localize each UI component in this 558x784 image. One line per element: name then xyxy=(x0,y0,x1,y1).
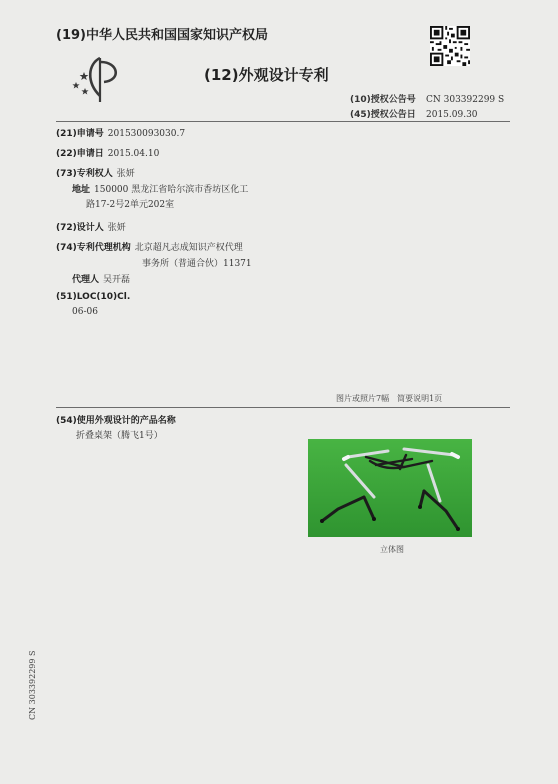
address-line-2: 路17-2号2单元202室 xyxy=(86,200,175,210)
agency-line-2: 事务所（普通合伙）11371 xyxy=(142,259,252,269)
grant-date-label: (45)授权公告日 xyxy=(350,110,416,120)
application-date-row xyxy=(56,146,159,159)
application-number-label: (21)申请号 xyxy=(56,129,104,139)
grant-date-row xyxy=(350,107,478,120)
application-number: 201530093030.7 xyxy=(107,129,186,139)
application-date: 2015.04.10 xyxy=(107,149,160,159)
grant-date: 2015.09.30 xyxy=(426,110,478,120)
loc-value: 06-06 xyxy=(72,307,98,317)
agency-line-1: 北京超凡志成知识产权代理 xyxy=(134,243,243,253)
pictures-count: 图片或照片7幅 xyxy=(336,394,390,403)
grant-number: CN 303392299 S xyxy=(426,95,505,105)
designer-label: (72)设计人 xyxy=(56,223,104,233)
pictures-note xyxy=(336,393,442,404)
document-type: (12)外观设计专利 xyxy=(204,66,329,84)
patentee-label: (73)专利权人 xyxy=(56,169,113,179)
description-pages: 简要说明1页 xyxy=(397,394,443,403)
designer-row xyxy=(56,220,126,233)
folding-table-frame-image xyxy=(308,439,472,537)
cnipa-logo-icon xyxy=(70,52,130,104)
qr-code-icon xyxy=(430,26,470,66)
application-date-label: (22)申请日 xyxy=(56,149,104,159)
product-photo xyxy=(308,439,472,537)
section-divider xyxy=(56,407,510,408)
address-line-1: 150000 黑龙江省哈尔滨市香坊区化工 xyxy=(94,185,249,195)
office-name: (19)中华人民共和国国家知识产权局 xyxy=(56,28,268,43)
loc-label: (51)LOC(10)Cl. xyxy=(56,292,131,302)
application-number-row xyxy=(56,126,185,139)
product-name-label: (54)使用外观设计的产品名称 xyxy=(56,416,176,426)
agent-row xyxy=(72,272,130,285)
side-document-id: CN 303392299 S xyxy=(28,650,37,720)
product-name: 折叠桌架（腾飞1号） xyxy=(76,431,163,441)
patentee-row xyxy=(56,166,135,179)
figure-caption: 立体图 xyxy=(380,545,404,554)
patentee: 张妍 xyxy=(116,169,135,179)
address-row xyxy=(72,182,248,195)
header-divider xyxy=(56,121,510,122)
grant-number-label: (10)授权公告号 xyxy=(350,95,416,105)
agent-label: 代理人 xyxy=(72,275,100,285)
agent: 吴开磊 xyxy=(103,275,131,285)
address-label: 地址 xyxy=(72,185,91,195)
grant-number-row xyxy=(350,92,504,105)
agency-label: (74)专利代理机构 xyxy=(56,243,131,253)
designer: 张妍 xyxy=(107,223,126,233)
agency-row xyxy=(56,240,243,253)
